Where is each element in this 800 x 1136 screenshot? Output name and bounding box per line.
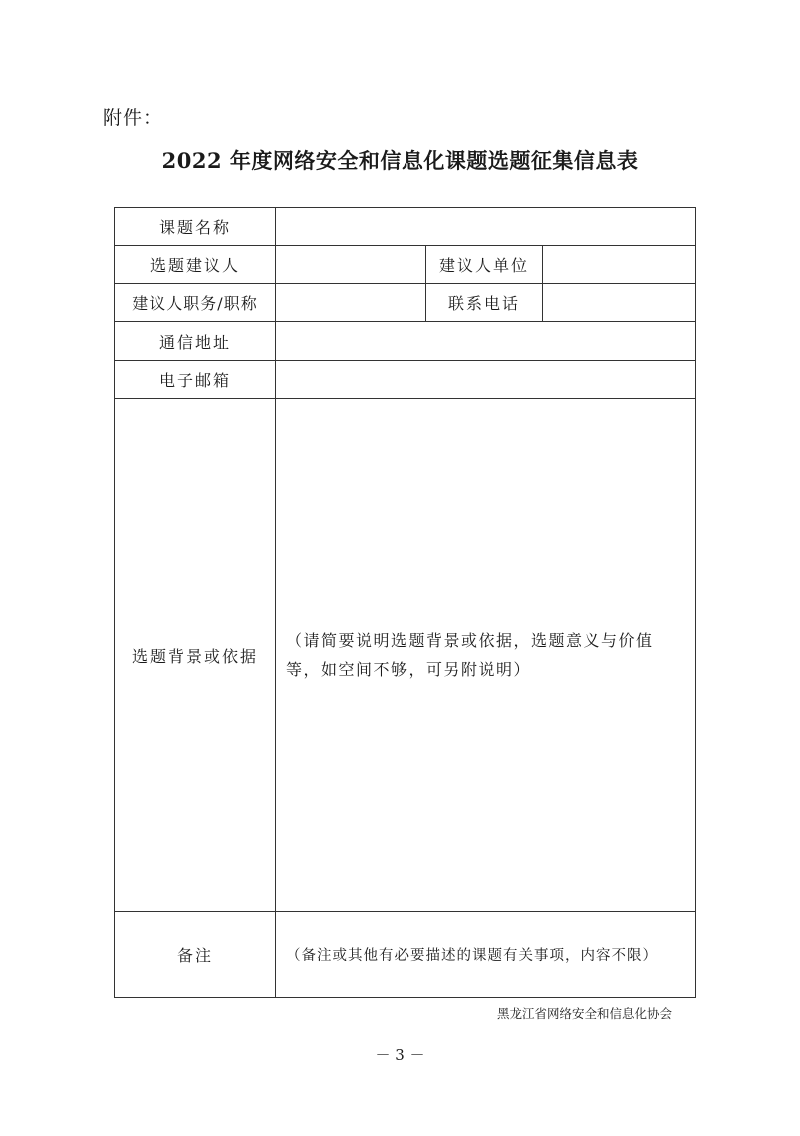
page-title: 2022 年度网络安全和信息化课题选题征集信息表 bbox=[161, 148, 639, 173]
proposer-field[interactable] bbox=[276, 246, 426, 284]
email-field[interactable] bbox=[276, 361, 696, 399]
proposer-position-label: 建议人职务/职称 bbox=[115, 284, 276, 322]
row-topic-name bbox=[115, 208, 696, 246]
email-label: 电子邮箱 bbox=[115, 361, 276, 399]
row-background bbox=[115, 399, 696, 912]
attachment-label: 附件： bbox=[103, 107, 164, 129]
background-field[interactable] bbox=[276, 399, 696, 912]
address-label: 通信地址 bbox=[115, 322, 276, 361]
row-proposer bbox=[115, 246, 696, 284]
proposer-unit-label: 建议人单位 bbox=[426, 246, 543, 284]
remarks-hint: （备注或其他有必要描述的课题有关事项，内容不限） bbox=[286, 948, 658, 964]
topic-form-table bbox=[114, 207, 696, 998]
remarks-label: 备注 bbox=[115, 912, 276, 998]
row-email bbox=[115, 361, 696, 399]
proposer-position-field[interactable] bbox=[276, 284, 426, 322]
organization-name: 黑龙江省网络安全和信息化协会 bbox=[497, 1006, 673, 1021]
proposer-label: 选题建议人 bbox=[115, 246, 276, 284]
remarks-field[interactable] bbox=[276, 912, 696, 998]
proposer-unit-field[interactable] bbox=[543, 246, 696, 284]
row-position bbox=[115, 284, 696, 322]
topic-name-label: 课题名称 bbox=[115, 208, 276, 246]
background-hint: （请简要说明选题背景或依据，选题意义与价值等，如空间不够，可另附说明） bbox=[286, 631, 654, 679]
phone-label: 联系电话 bbox=[426, 284, 543, 322]
row-address bbox=[115, 322, 696, 361]
page-number: － 3 － bbox=[375, 1046, 425, 1064]
topic-name-field[interactable] bbox=[276, 208, 696, 246]
address-field[interactable] bbox=[276, 322, 696, 361]
row-remarks bbox=[115, 912, 696, 998]
background-label: 选题背景或依据 bbox=[115, 399, 276, 912]
phone-field[interactable] bbox=[543, 284, 696, 322]
